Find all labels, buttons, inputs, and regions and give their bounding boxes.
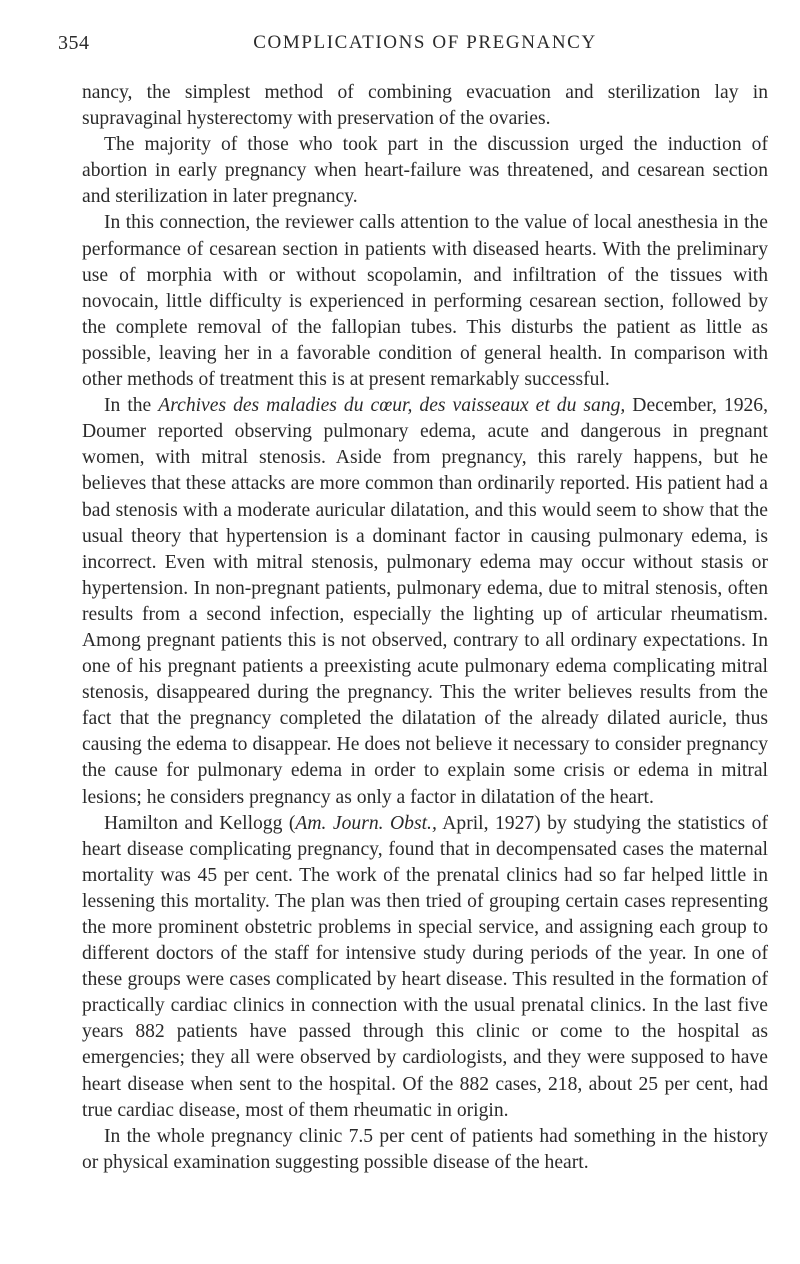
paragraph-2: The majority of those who took part in the discussion urged the induction of abortion in early pregnancy when heart-failure was threatened, and cesarean section and sterilization in later pregnancy.	[82, 134, 768, 208]
paragraph-4-lead: In the	[104, 395, 159, 417]
paragraph-3: In this connection, the reviewer calls attention to the value of local anesthesia in the performance of cesarean section in patients with diseased hearts. With the preliminary use of morphia with or without scopolamin, and infiltration of the tissues with novocain, little difficulty is experienced in performing cesarean section, followed by the complete removal of the fallopian tubes. This disturbs the patient as little as possible, leaving her in a favorable condition of general health. In comparison with other methods of treatment this is at present remarkably successful.	[82, 212, 768, 391]
running-head: COMPLICATIONS OF PREGNANCY	[253, 32, 597, 53]
page-number: 354	[58, 32, 90, 54]
journal-title-am-journ-obst: Am. Journ. Obst.,	[295, 812, 437, 834]
paragraph-6: In the whole pregnancy clinic 7.5 per cent of patients had something in the history or physical examination suggesting possible disease of the heart.	[82, 1125, 768, 1173]
paragraph-5-lead: Hamilton and Kellogg (	[104, 812, 296, 834]
paragraph-4-body: December, 1926, Doumer reported observing pulmonary edema, acute and dangerous in pregnant women, with mitral stenosis. Aside from pregnancy, this rarely happens, but he believes that these attacks are more common than ordinarily reported. His patient had a bad stenosis with a moderate auricular dilatation, and this would seem to show that the usual theory that hypertension is a dominant factor in causing pulmonary edema, is incorrect. Even with mitral stenosis, pulmonary edema may occur without stasis or hypertension. In non-pregnant patients, pulmonary edema, due to mitral stenosis, often results from a second infection, especially the lighting up of articular rheumatism. Among pregnant patients this is not observed, contrary to all ordinary expectations. In one of his pregnant patients a preexisting acute pulmonary edema complicating mitral stenosis, disappeared during the pregnancy. This the writer believes results from the fact that the pregnancy completed the dilatation of the already dilated auricle, thus causing the edema to disappear. He does not believe it necessary to consider pregnancy the cause for pulmonary edema in order to explain some crisis or edema in mitral lesions; he considers pregnancy as only a factor in dilatation of the heart.	[82, 395, 768, 808]
document-page	[58, 32, 768, 1176]
journal-title-archives: Archives des maladies du cœur, des vaisseaux et du sang,	[158, 395, 626, 417]
body-text	[82, 80, 768, 1176]
paragraph-5	[82, 811, 768, 1124]
page-header	[58, 32, 768, 68]
paragraph-4	[82, 393, 768, 811]
paragraph-5-body: April, 1927) by studying the statistics of heart disease complicating pregnancy, found that in decompensated cases the maternal mortality was 45 per cent. The work of the prenatal clinics had so far helped little in lessening this mortality. The plan was then tried of grouping certain cases representing the more prominent obstetric problems in special service, and assigning each group to different doctors of the staff for intensive study during periods of the year. In one of these groups were cases complicated by heart disease. This resulted in the formation of practically cardiac clinics in connection with the usual prenatal clinics. In the last five years 882 patients have passed through this clinic or come to the hospital as emergencies; they all were observed by cardiologists, and they were supposed to have heart disease when sent to the hospital. Of the 882 cases, 218, about 25 per cent, had true cardiac disease, most of them rheumatic in origin.	[82, 812, 768, 1121]
paragraph-1: nancy, the simplest method of combining evacuation and sterilization lay in supravaginal hysterectomy with preservation of the ovaries.	[82, 82, 768, 130]
